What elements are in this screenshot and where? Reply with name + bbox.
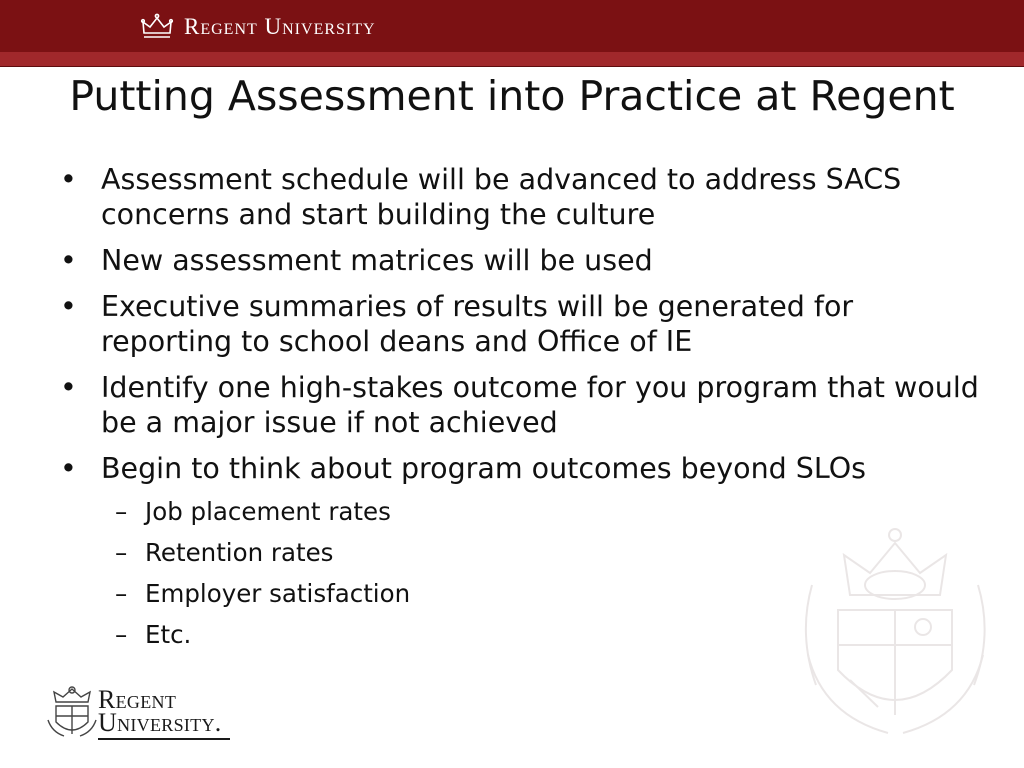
bullet-dot: •: [60, 290, 77, 323]
footer-logo-text: [98, 685, 222, 737]
sub-bullet-dash: –: [115, 620, 128, 649]
bullet-item: [60, 162, 980, 232]
slide-title: Putting Assessment into Practice at Regent: [69, 72, 955, 120]
footer-logo-line2: University.: [98, 708, 222, 737]
bullet-text: Identify one high-stakes outcome for you program that would be a major issue if not achieved: [101, 371, 979, 439]
bullet-item: [60, 243, 980, 278]
header-stripe: [0, 52, 1024, 67]
footer-logo-underline: [98, 738, 230, 740]
sub-bullet-dash: –: [115, 579, 128, 608]
sub-bullet-text: Retention rates: [145, 538, 334, 567]
header-brand: [140, 12, 376, 42]
bullet-dot: •: [60, 452, 77, 485]
footer-logo-line1: Regent: [98, 685, 177, 714]
bullet-dot: •: [60, 163, 77, 196]
bullet-text: Begin to think about program outcomes beyond SLOs: [101, 452, 867, 485]
sub-bullet-text: Job placement rates: [145, 497, 391, 526]
header-brand-name: Regent University: [184, 14, 376, 39]
bullet-dot: •: [60, 371, 77, 404]
sub-bullet-dash: –: [115, 538, 128, 567]
regent-seal-watermark: [788, 515, 1003, 745]
bullet-text: New assessment matrices will be used: [101, 244, 653, 277]
sub-bullet-text: Employer satisfaction: [145, 579, 411, 608]
bullet-item: [60, 451, 980, 486]
bullet-item: [60, 370, 980, 440]
bullet-text: Executive summaries of results will be generated for reporting to school deans and Office of IE: [101, 290, 854, 358]
sub-bullet-dash: –: [115, 497, 128, 526]
bullet-item: [60, 289, 980, 359]
bullet-text: Assessment schedule will be advanced to address SACS concerns and start building the culture: [101, 163, 902, 231]
crown-crest-icon: [140, 13, 174, 41]
bullet-dot: •: [60, 244, 77, 277]
sub-bullet-text: Etc.: [145, 620, 192, 649]
